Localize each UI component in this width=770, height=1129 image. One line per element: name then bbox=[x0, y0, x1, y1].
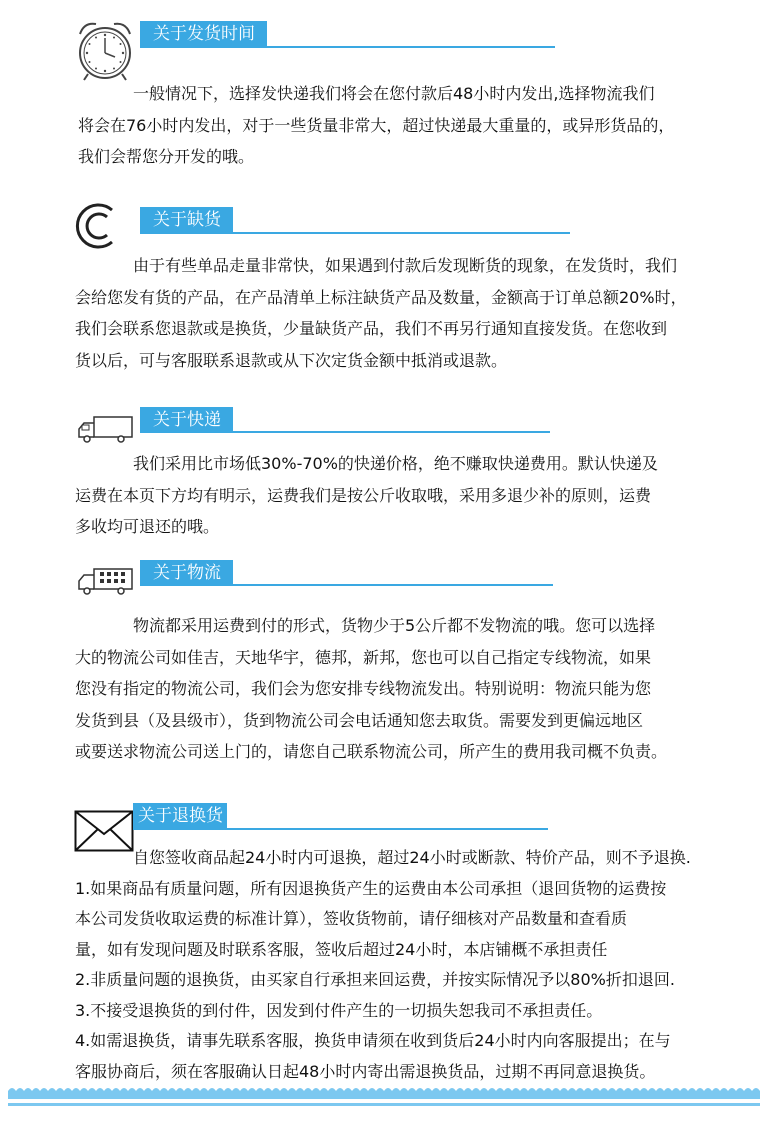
wave-baseline bbox=[8, 1103, 760, 1106]
body-line: 由于有些单品走量非常快，如果遇到付款后发现断货的现象，在发货时，我们 bbox=[133, 256, 678, 275]
body-line: 量，如有发现问题及时联系客服，签收后超过24小时，本店铺概不承担责任 bbox=[75, 939, 608, 959]
section-title: 关于发货时间 bbox=[140, 21, 267, 47]
body-line: 自您签收商品起24小时内可退换，超过24小时或断款、特价产品，则不予退换. bbox=[133, 848, 691, 867]
section-body bbox=[75, 843, 691, 1087]
body-line: 物流都采用运费到付的形式，货物少于5公斤都不发物流的哦。您可以选择 bbox=[133, 616, 656, 635]
section-title: 关于退换货 bbox=[133, 803, 227, 829]
body-line: 运费在本页下方均有明示，运费我们是按公斤收取哦，采用多退少补的原则，运费 bbox=[75, 485, 652, 505]
body-line: 我们采用比市场低30%-70%的快递价格，绝不赚取快递费用。默认快递及 bbox=[133, 454, 658, 473]
body-line: 将会在76小时内发出，对于一些货量非常大，超过快递最大重量的，或异形货品的， bbox=[78, 115, 675, 135]
body-line: 4.如需退换货，请事先联系客服，换货申请须在收到货后24小时内向客服提出；在与 bbox=[75, 1031, 671, 1050]
section-underline bbox=[133, 828, 548, 830]
body-line: 本公司发货收取运费的标准计算），签收货物前，请仔细核对产品数量和查看质 bbox=[75, 909, 628, 928]
section-title: 关于缺货 bbox=[140, 207, 233, 233]
body-line: 或要送求物流公司送上门的，请您自己联系物流公司，所产生的费用我司概不负责。 bbox=[75, 742, 668, 761]
body-line: 多收均可退还的哦。 bbox=[75, 517, 220, 536]
body-line: 2.非质量问题的退换货，由买家自行承担来回运费，并按实际情况予以80%折扣退回. bbox=[75, 970, 675, 989]
body-line: 您没有指定的物流公司，我们会为您安排专线物流发出。特别说明：物流只能为您 bbox=[75, 679, 652, 698]
body-line: 我们会帮您分开发的哦。 bbox=[78, 147, 255, 166]
body-line: 我们会联系您退款或是换货，少量缺货产品，我们不再另行通知直接发货。在您收到 bbox=[75, 319, 668, 338]
body-line: 货以后，可与客服联系退款或从下次定货金额中抵消或退款。 bbox=[75, 350, 508, 370]
body-line: 会给您发有货的产品，在产品清单上标注缺货产品及数量，金额高于订单总额20%时， bbox=[75, 287, 687, 307]
wave-border-decoration bbox=[8, 1085, 760, 1111]
body-line: 发货到县（及县级市），货到物流公司会电话通知您去取货。需要发到更偏远地区 bbox=[75, 710, 644, 730]
body-line: 大的物流公司如佳吉，天地华宇，德邦，新邦，您也可以自己指定专线物流，如果 bbox=[75, 647, 652, 667]
section-title: 关于快递 bbox=[140, 407, 233, 433]
body-line: 一般情况下，选择发快递我们将会在您付款后48小时内发出,选择物流我们 bbox=[133, 84, 655, 103]
body-line: 1.如果商品有质量问题，所有因退换货产生的运费由本公司承担（退回货物的运费按 bbox=[75, 878, 667, 898]
wave-scallop bbox=[8, 1088, 760, 1099]
body-line: 客服协商后，须在客服确认日起48小时内寄出需退换货品，过期不再同意退换货。 bbox=[75, 1061, 656, 1081]
section-title: 关于物流 bbox=[140, 560, 233, 586]
body-line: 3.不接受退换货的到付件，因发到付件产生的一切损失恕我司不承担责任。 bbox=[75, 1000, 603, 1020]
